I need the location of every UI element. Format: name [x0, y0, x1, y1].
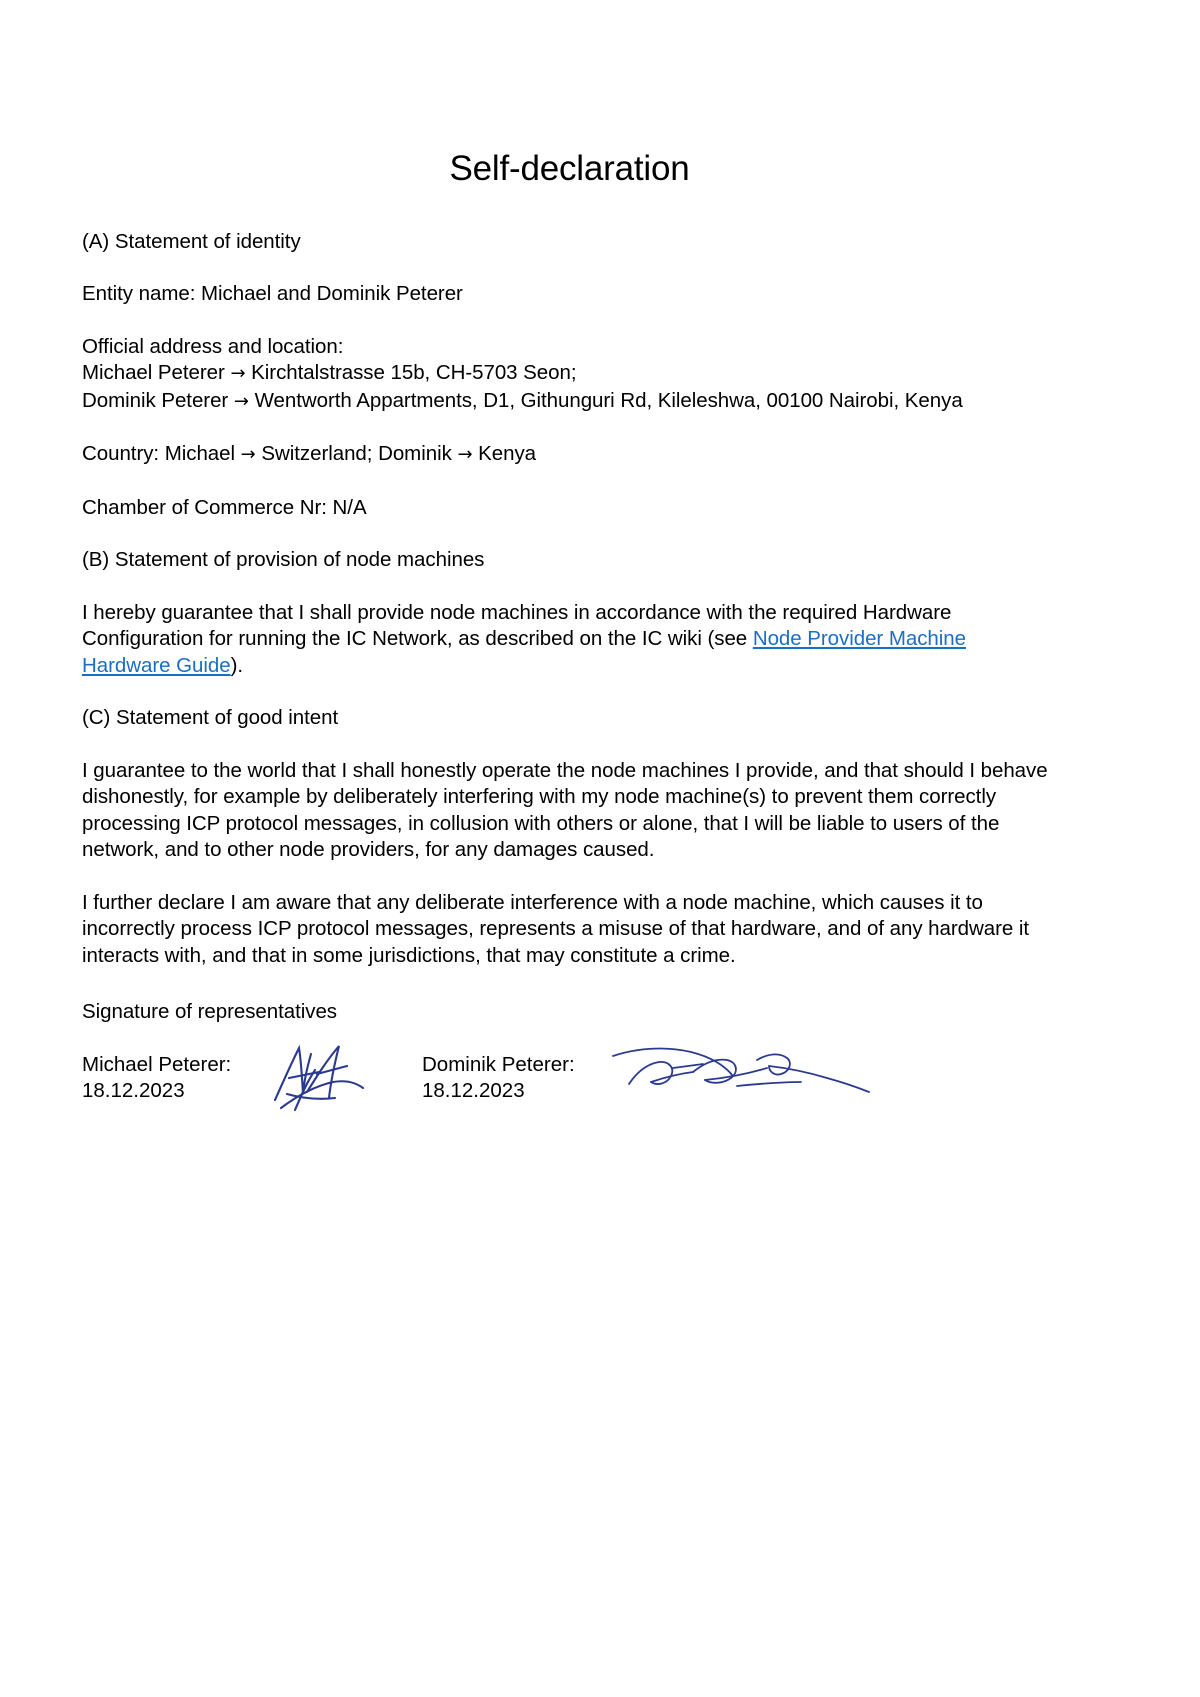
page-title: Self-declaration: [449, 149, 690, 188]
signature-row: [82, 1052, 1057, 1142]
section-c-paragraph-2: I further declare I am aware that any deliberate interference with a node machine, which causes it to incorrectly process ICP protocol messages, represents a misuse of that hardware, and of any hardware it interacts with, and that in some jurisdictions, that may constitute a crime.: [82, 890, 1030, 967]
address-dominik-name: Dominik Peterer: [82, 388, 229, 412]
section-b-text-before-link: I hereby guarantee that I shall provide node machines in accordance with the required Hardware Configuration for running the IC Network, as described on the IC wiki (see: [82, 600, 952, 650]
section-b-paragraph: [82, 600, 1057, 680]
document-content: [82, 150, 1057, 1142]
signature-block-michael: [82, 1052, 422, 1142]
section-c-heading: (C) Statement of good intent: [82, 706, 339, 729]
section-c-paragraph-1: I guarantee to the world that I shall honestly operate the node machines I provide, and that should I behave dishonestly, for example by deliberately interfering with my node machine(s) to prevent them correctly processing ICP protocol messages, in collusion with others or alone, that I will be liable to users of the network, and to other node providers, for any damages caused.: [82, 758, 1048, 861]
arrow-icon: →: [233, 390, 249, 412]
node-provider-hardware-guide-link[interactable]: Node Provider Machine Hardware Guide: [82, 627, 966, 677]
signature-date-dominik: 18.12.2023: [422, 1079, 525, 1102]
arrow-icon: →: [230, 363, 246, 384]
country-label: Country: Michael: [82, 442, 236, 465]
section-b-heading: (B) Statement of provision of node machines: [82, 548, 485, 571]
section-b-text-after-link: ).: [230, 653, 244, 677]
chamber-of-commerce-line: Chamber of Commerce Nr: N/A: [82, 495, 367, 519]
address-michael-name: Michael Peterer: [82, 361, 225, 384]
signature-date-michael: 18.12.2023: [82, 1079, 185, 1102]
arrow-icon: →: [457, 444, 473, 465]
signature-section: [82, 999, 1057, 1142]
address-line-dominik: [82, 388, 1057, 416]
signature-name-michael: Michael Peterer:: [82, 1052, 232, 1076]
arrow-icon: →: [240, 444, 256, 465]
address-michael-value: Kirchtalstrasse 15b, CH-5703 Seon;: [251, 361, 577, 384]
entity-name-line: Entity name: Michael and Dominik Peterer: [82, 282, 463, 305]
address-line-michael: [82, 360, 1057, 388]
section-a-heading: (A) Statement of identity: [82, 229, 301, 253]
country-value-michael: Switzerland; Dominik: [261, 442, 452, 465]
signature-heading: Signature of representatives: [82, 1000, 338, 1023]
country-value-dominik: Kenya: [478, 442, 537, 465]
address-heading: Official address and location:: [82, 334, 344, 358]
address-dominik-value: Wentworth Appartments, D1, Githunguri Rd, Kileleshwa, 00100 Nairobi, Kenya: [254, 388, 963, 412]
signature-name-dominik: Dominik Peterer:: [422, 1052, 575, 1076]
country-line: [82, 441, 1057, 469]
signature-block-dominik: [422, 1052, 762, 1142]
official-address-block: [82, 334, 1057, 416]
